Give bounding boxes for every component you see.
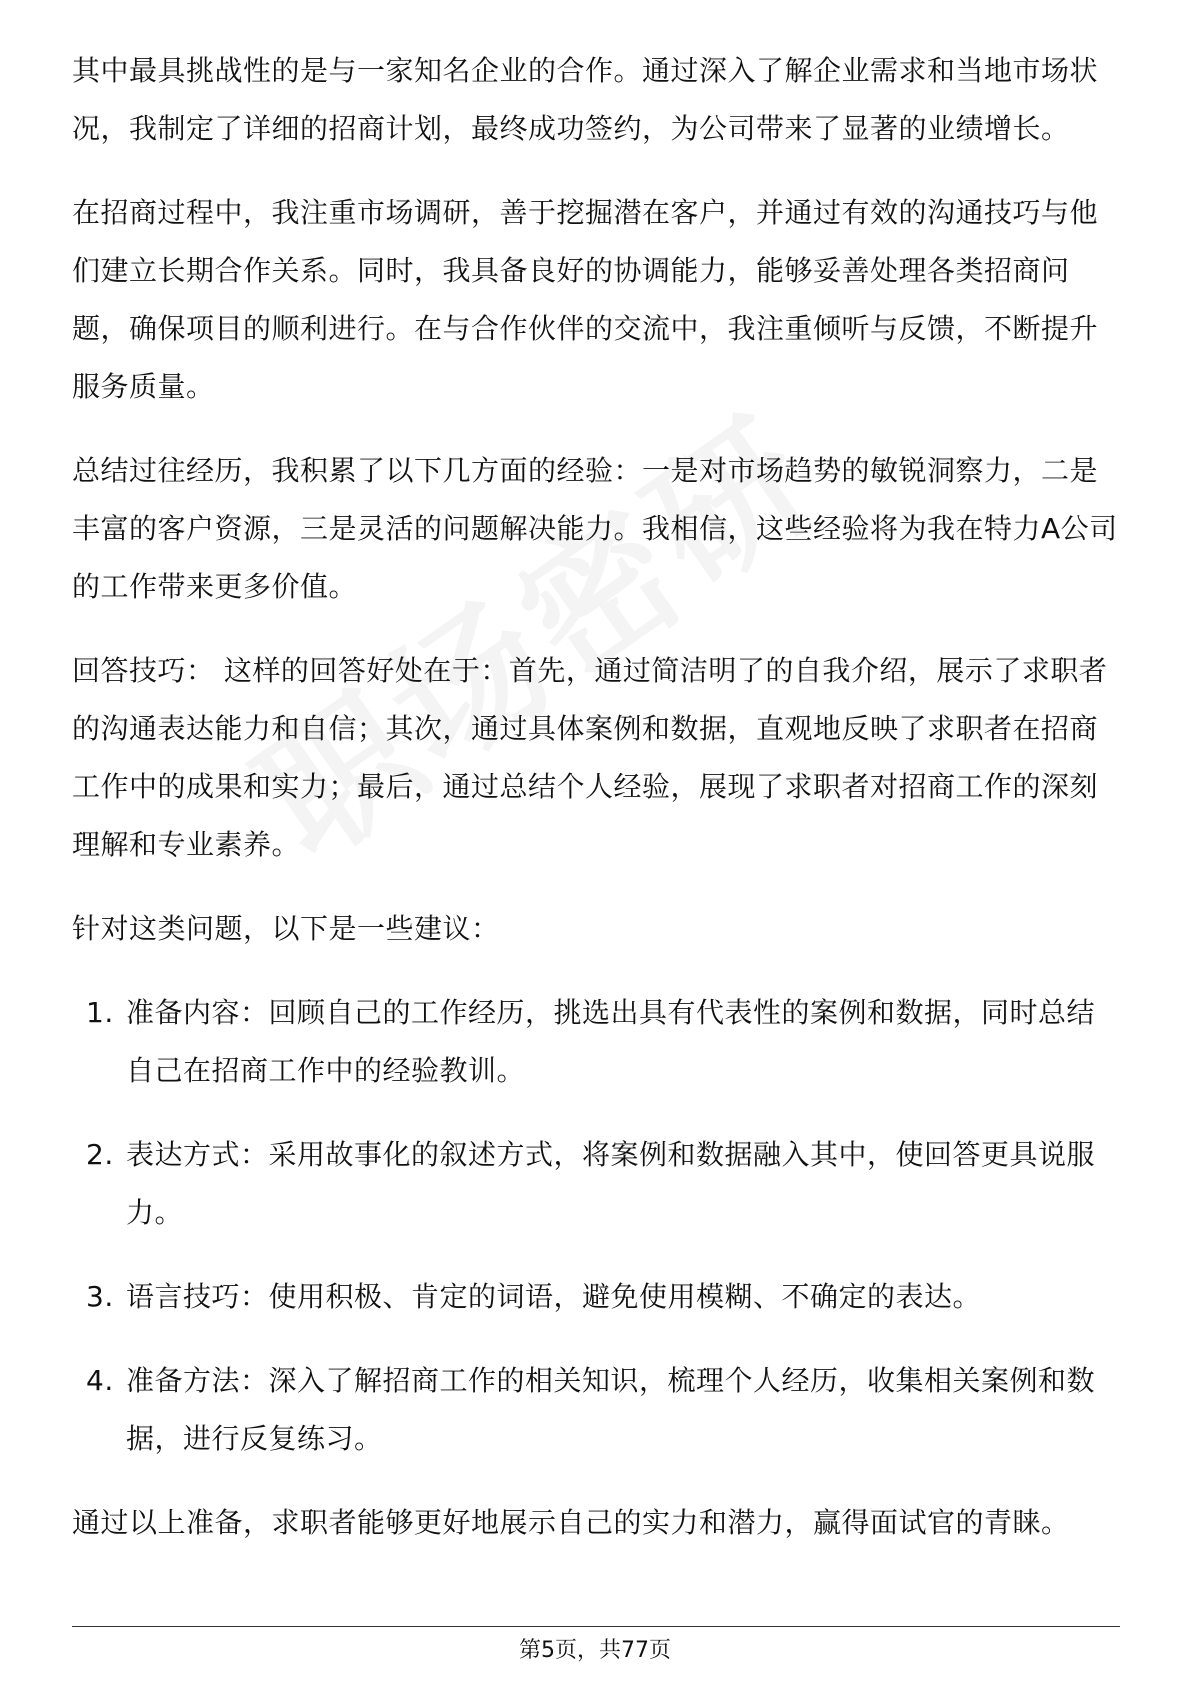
list-item-text: 表达方式：采用故事化的叙述方式，将案例和数据融入其中，使回答更具说服力。 xyxy=(126,1138,1096,1229)
list-item xyxy=(72,984,1120,1100)
list-item-text: 准备方法：深入了解招商工作的相关知识，梳理个人经历，收集相关案例和数据，进行反复练习。 xyxy=(126,1364,1096,1455)
document-body xyxy=(72,42,1120,1578)
footer-divider xyxy=(72,1626,1120,1627)
paragraph: 在招商过程中，我注重市场调研，善于挖掘潜在客户，并通过有效的沟通技巧与他们建立长期合作关系。同时，我具备良好的协调能力，能够妥善处理各类招商问题，确保项目的顺利进行。在与合作伙伴的交流中，我注重倾听与反馈，不断提升服务质量。 xyxy=(72,196,1099,403)
list-item-text: 语言技巧：使用积极、肯定的词语，避免使用模糊、不确定的表达。 xyxy=(126,1280,982,1313)
paragraph: 总结过往经历，我积累了以下几方面的经验：一是对市场趋势的敏锐洞察力，二是丰富的客户资源，三是灵活的问题解决能力。我相信，这些经验将为我在特力A公司的工作带来更多价值。 xyxy=(72,454,1118,603)
list-item xyxy=(72,1268,1120,1326)
suggestion-list xyxy=(72,984,1120,1468)
list-number: 2. xyxy=(86,1138,114,1171)
paragraph: 其中最具挑战性的是与一家知名企业的合作。通过深入了解企业需求和当地市场状况，我制定了详细的招商计划，最终成功签约，为公司带来了显著的业绩增长。 xyxy=(72,54,1099,145)
list-number: 4. xyxy=(86,1364,114,1397)
list-number: 3. xyxy=(86,1280,114,1313)
paragraph: 回答技巧： 这样的回答好处在于：首先，通过简洁明了的自我介绍，展示了求职者的沟通表达能力和自信；其次，通过具体案例和数据，直观地反映了求职者在招商工作中的成果和实力；最后，通过总结个人经验，展现了求职者对招商工作的深刻理解和专业素养。 xyxy=(72,654,1108,861)
list-item xyxy=(72,1126,1120,1242)
list-number: 1. xyxy=(86,996,114,1029)
closing-paragraph: 通过以上准备，求职者能够更好地展示自己的实力和潜力，赢得面试官的青睐。 xyxy=(72,1506,1070,1539)
page-number: 第5页，共77页 xyxy=(519,1638,671,1663)
list-item xyxy=(72,1352,1120,1468)
list-item-text: 准备内容：回顾自己的工作经历，挑选出具有代表性的案例和数据，同时总结自己在招商工作中的经验教训。 xyxy=(126,996,1096,1087)
paragraph: 针对这类问题，以下是一些建议： xyxy=(72,912,500,945)
